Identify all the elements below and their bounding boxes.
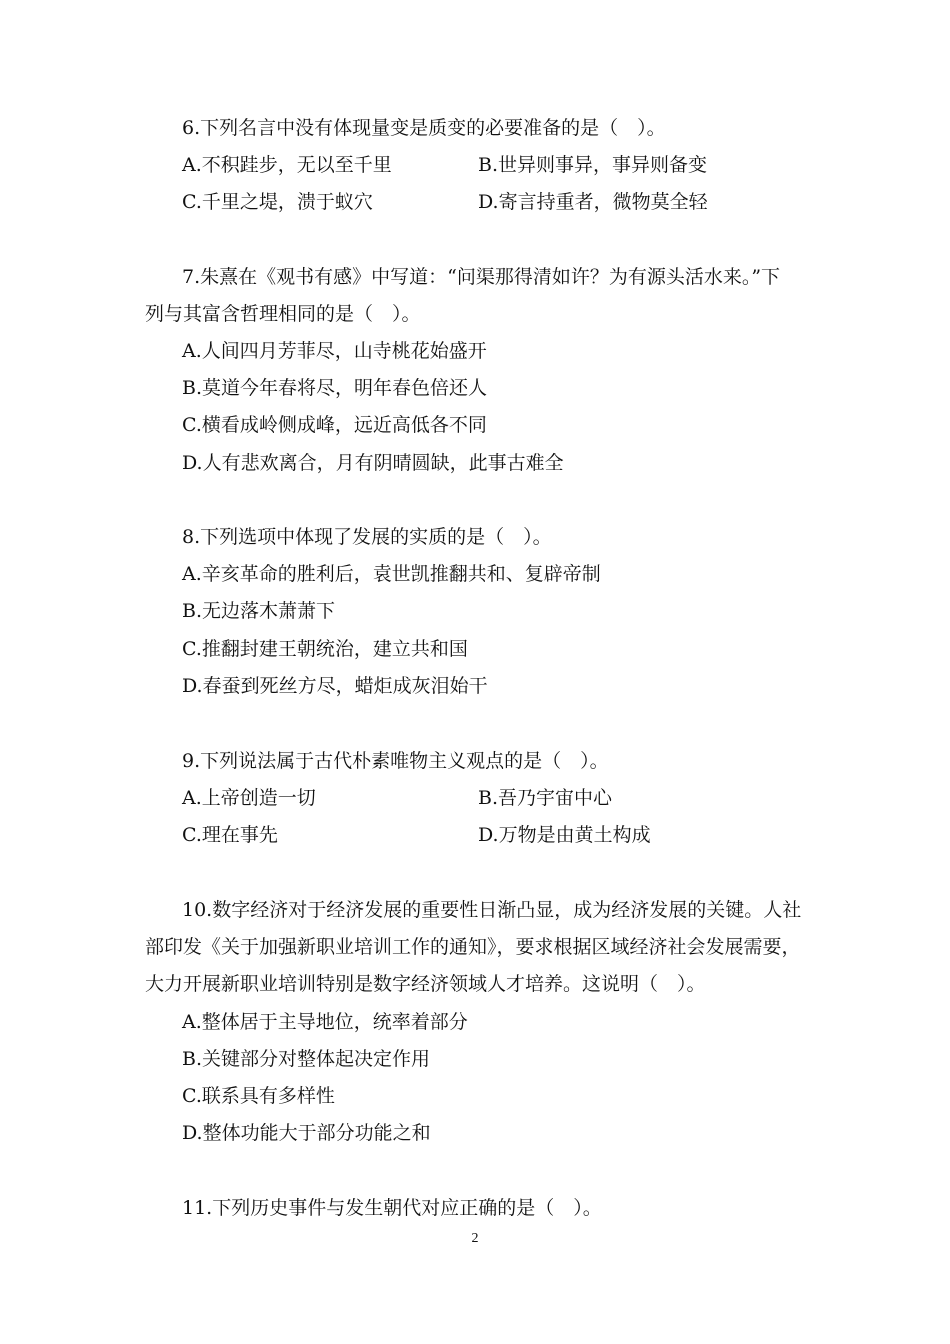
question-7-stem-line-1: 7.朱熹在《观书有感》中写道：“问渠那得清如许？为有源头活水来。”下 xyxy=(182,266,781,288)
question-8-option-b: B.无边落木萧萧下 xyxy=(182,600,336,622)
question-8-option-d: D.春蚕到死丝方尽，蜡炬成灰泪始干 xyxy=(182,675,488,697)
question-7-option-d: D.人有悲欢离合，月有阴晴圆缺，此事古难全 xyxy=(182,452,564,474)
question-9-stem: 9.下列说法属于古代朴素唯物主义观点的是（ ）。 xyxy=(182,750,609,772)
question-10-option-b: B.关键部分对整体起决定作用 xyxy=(182,1048,431,1070)
question-9-option-c: C.理在事先 xyxy=(182,824,278,846)
question-10-option-c: C.联系具有多样性 xyxy=(182,1085,335,1107)
question-6-option-a: A.不积跬步，无以至千里 xyxy=(182,154,392,176)
question-8-option-a: A.辛亥革命的胜利后，袁世凯推翻共和、复辟帝制 xyxy=(182,563,601,585)
question-10-stem-line-2: 部印发《关于加强新职业培训工作的通知》，要求根据区域经济社会发展需要， xyxy=(145,936,801,958)
question-7-option-c: C.横看成岭侧成峰，远近高低各不同 xyxy=(182,414,487,436)
question-8-stem: 8.下列选项中体现了发展的实质的是（ ）。 xyxy=(182,526,552,548)
question-10-option-d: D.整体功能大于部分功能之和 xyxy=(182,1122,431,1144)
question-7-option-b: B.莫道今年春将尽，明年春色倍还人 xyxy=(182,377,488,399)
question-7-stem-line-2: 列与其富含哲理相同的是（ ）。 xyxy=(145,303,421,325)
question-6-option-c: C.千里之堤，溃于蚁穴 xyxy=(182,191,373,213)
page-number: 2 xyxy=(471,1231,479,1246)
question-10-stem-line-3: 大力开展新职业培训特别是数字经济领域人才培养。这说明（ ）。 xyxy=(145,973,706,995)
question-7-option-a: A.人间四月芳菲尽，山寺桃花始盛开 xyxy=(182,340,487,362)
question-6-stem: 6.下列名言中没有体现量变是质变的必要准备的是（ ）。 xyxy=(182,117,666,139)
question-10-option-a: A.整体居于主导地位，统率着部分 xyxy=(182,1011,468,1033)
question-8-option-c: C.推翻封建王朝统治，建立共和国 xyxy=(182,638,468,660)
question-6-option-b: B.世异则事异，事异则备变 xyxy=(478,154,708,176)
question-9-option-d: D.万物是由黄土构成 xyxy=(478,824,651,846)
question-6-option-d: D.寄言持重者，微物莫全轻 xyxy=(478,191,708,213)
question-9-option-a: A.上帝创造一切 xyxy=(182,787,316,809)
question-11-stem: 11.下列历史事件与发生朝代对应正确的是（ ）。 xyxy=(182,1197,602,1219)
question-9-option-b: B.吾乃宇宙中心 xyxy=(478,787,613,809)
question-10-stem-line-1: 10.数字经济对于经济发展的重要性日渐凸显，成为经济发展的关键。人社 xyxy=(182,899,802,921)
